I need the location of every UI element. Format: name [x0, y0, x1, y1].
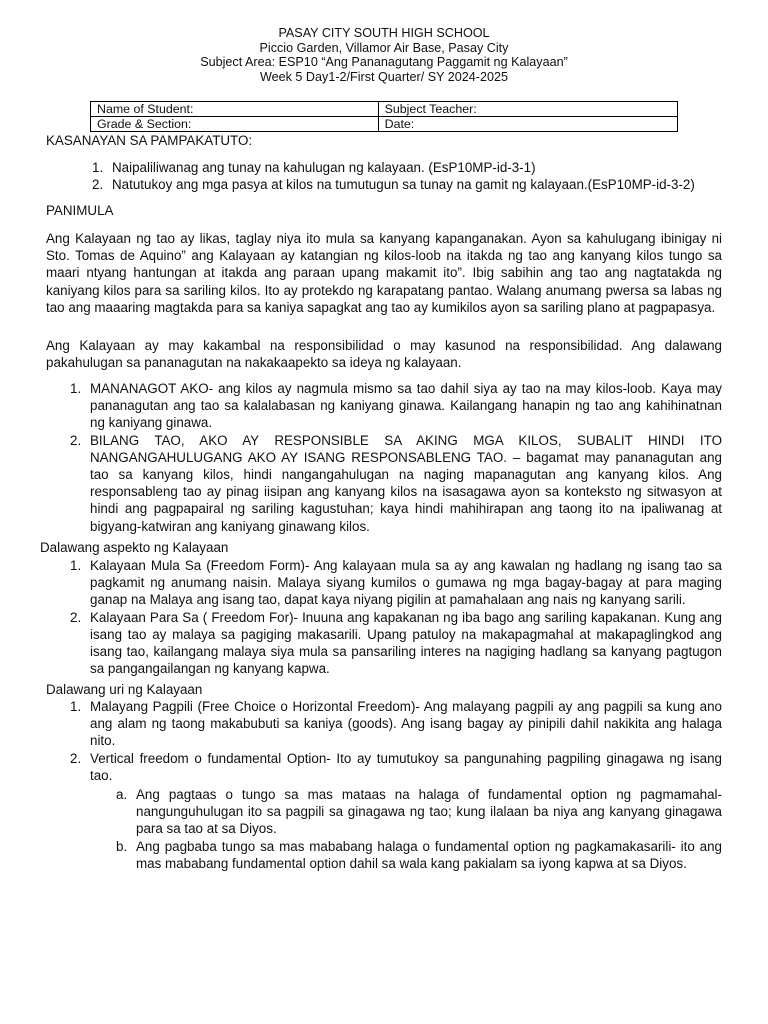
student-name-field[interactable]: Name of Student: — [91, 102, 379, 117]
date-field[interactable]: Date: — [378, 117, 677, 132]
list-item: 1. Kalayaan Mula Sa (Freedom Form)- Ang kalayaan mula sa ay ang kawalan ng hadlang ng isang tao sa pagkamit ng anumang naisin. Malaya siyang kumilos o gumawa ng mga bagay-bagay at para maging ganap na Malaya ang isang tao, dapat kaya niyang pigilin at pamahalaan ang nais ng kanyang sarili. — [70, 558, 722, 608]
week-info: Week 5 Day1-2/First Quarter/ SY 2024-2025 — [259, 69, 509, 84]
list-item: b. Ang pagbaba tungo sa mas mababang halaga o fundamental option ng pagkamakasarili- ito ang mas mababang fundamental option dahil sa wala kang pakialam sa iyong kapwa at sa Diyos. — [116, 838, 722, 871]
panimula-paragraph-2: Ang Kalayaan ay may kakambal na responsibilidad o may kasunod na responsibilidad. Ang dalawang pakahulugan sa pananagutan na nakakaapekto sa ideya ng kalayaan. — [46, 338, 722, 371]
grade-section-field[interactable]: Grade & Section: — [91, 117, 379, 132]
list-item: a. Ang pagtaas o tungo sa mas mataas na halaga of fundamental option ng pagmamahal- nangunguhulugan ito sa pagpili sa ginagawa ng tao; kung ilalaan ba niya ang kanyang ginagawa para sa tao at sa Diyos. — [116, 787, 722, 837]
pananagutan-list — [70, 380, 722, 535]
list-item: 2. Vertical freedom o fundamental Option- Ito ay tumutukoy sa pangunahing pagpiling ginagawa ng isang tao. — [70, 750, 722, 783]
list-item: 2. BILANG TAO, AKO AY RESPONSIBLE SA AKING MGA KILOS, SUBALIT HINDI ITO NANGANGAHULUGANG AKO AY ISANG RESPONSABLENG TAO. – bagamat may pananagutan ang tao sa kanyang kilos, hindi nangangahulugan na naging mapanagutan ang kanyang kilos. Ang responsableng tao ay pinag iisipan ang kanyang kilos na isasagawa ayon sa konteksto ng sitwasyon at hindi ang pagpapairal ng sariling kagustuhan; kaya hindi mahihirapan ang taong ito na ipaliwanag at bigyang-katwiran ang kaniyang ginawang kilos. — [70, 432, 722, 534]
subject-area: Subject Area: ESP10 “Ang Pananagutang Paggamit ng Kalayaan” — [200, 55, 568, 70]
uri-sublist — [116, 786, 722, 872]
uri-heading: Dalawang uri ng Kalayaan — [46, 682, 203, 697]
aspekto-heading: Dalawang aspekto ng Kalayaan — [40, 540, 229, 555]
school-name: PASAY CITY SOUTH HIGH SCHOOL — [278, 26, 490, 40]
subject-teacher-field[interactable]: Subject Teacher: — [378, 102, 677, 117]
list-item: 2. Natutukoy ang mga pasya at kilos na tumutugun sa tunay na gamit ng kalayaan.(EsP10MP-id-3-2) — [92, 177, 695, 193]
list-item: 2. Kalayaan Para Sa ( Freedom For)- Inuuna ang kapakanan ng iba bago ang sariling kapakanan. Kung ang isang tao ay malaya sa pagiging makasarili. Upang patuloy na makapagmahal at makapaglingkod ang isang tao, kailangang malaya siya mula sa pansariling interes na nagiging hadlang sa kanyang pagtugon sa pangangailangan ng kanyang kapwa. — [70, 609, 722, 677]
panimula-paragraph-1: Ang Kalayaan ng tao ay likas, taglay niya ito mula sa kanyang kapanganakan. Ayon sa kahulugang ibinigay ni Sto. Tomas de Aquino” ang Kalayaan ay katangian ng kilos-loob na itakda ng tao ang kanyang kilos tungo sa maari ntyang hantungan at itakda ang paraan upang makamit ito”. Ibig sabihin ang tao ang nagtatakda ng kaniyang kilos para sa sariling kilos. Ito ay protekdo ng karapatang pantao. Walang anumang pwersa sa labas ng tao ang maaaring magtakda para sa kaniya sapagkat ang tao ay kumikilos ayon sa sariling plano at pagpapasya. — [46, 231, 722, 315]
list-item: 1. MANANAGOT AKO- ang kilos ay nagmula mismo sa tao dahil siya ay tao na may kilos-loob. Kaya may pananagutan ang tao sa kalalabasan ng kaniyang ginawa. Kailangang hanapin ng tao ang kahihinatnan ng kaniyang ginawa. — [70, 381, 722, 431]
kasanayan-heading: KASANAYAN SA PAMPAKATUTO: — [46, 133, 253, 148]
aspekto-list — [70, 557, 722, 677]
student-info-table — [90, 101, 678, 132]
school-address: Piccio Garden, Villamor Air Base, Pasay City — [259, 40, 509, 55]
list-item: 1. Malayang Pagpili (Free Choice o Horizontal Freedom)- Ang malayang pagpili ay ang pagpili sa kung ano ang alam ng taong makabubuti sa kaniya (goods). Ang isang bagay ay pinipili dahil nakikita ang halaga nito. — [70, 699, 722, 749]
panimula-heading: PANIMULA — [46, 203, 114, 218]
uri-list — [70, 698, 722, 784]
list-item: 1. Naipaliliwanag ang tunay na kahulugan ng kalayaan. (EsP10MP-id-3-1) — [92, 160, 536, 175]
kasanayan-list — [92, 159, 732, 193]
document-header — [0, 26, 768, 84]
